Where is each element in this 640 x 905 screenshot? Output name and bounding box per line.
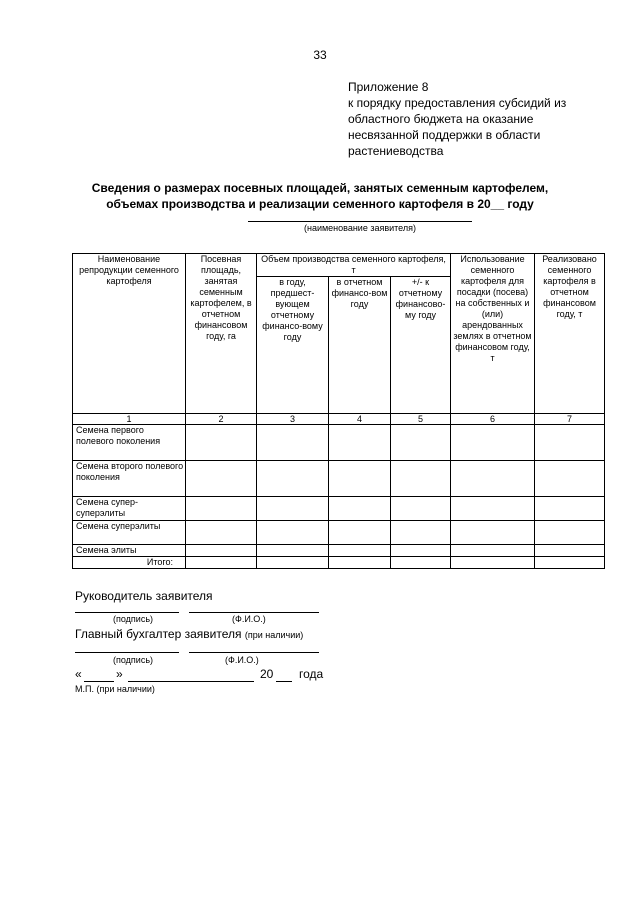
stamp-note: М.П. (при наличии): [75, 684, 155, 694]
accountant-label: [75, 627, 303, 641]
table-cell[interactable]: [391, 497, 451, 521]
header-production-group: Объем производства семенного картофеля, т: [257, 254, 451, 277]
column-numbers-row: [73, 414, 605, 425]
table-cell[interactable]: [329, 497, 391, 521]
column-number: 4: [329, 414, 391, 425]
date-day-line[interactable]: [84, 681, 114, 682]
table-cell[interactable]: [257, 545, 329, 557]
manager-signature-line[interactable]: [75, 612, 179, 613]
table-row: [73, 461, 605, 497]
table-cell[interactable]: [391, 557, 451, 569]
accountant-name-line[interactable]: [189, 652, 319, 653]
table-cell[interactable]: [186, 461, 257, 497]
accountant-note: (при наличии): [244, 630, 304, 640]
title-line-2: объемах производства и реализации семенного картофеля в 20__ году: [106, 197, 534, 211]
table-cell[interactable]: [391, 425, 451, 461]
applicant-name-line: [248, 221, 472, 222]
table-cell[interactable]: [451, 521, 535, 545]
date-month-line[interactable]: [128, 681, 254, 682]
table-cell[interactable]: [391, 461, 451, 497]
date-open-quote: «: [75, 667, 82, 681]
table-row: [73, 425, 605, 461]
column-number: 6: [451, 414, 535, 425]
table-cell[interactable]: [391, 521, 451, 545]
table-cell[interactable]: [535, 545, 605, 557]
table-cell[interactable]: [535, 497, 605, 521]
manager-signature-caption: (подпись): [113, 614, 154, 624]
manager-name-line[interactable]: [189, 612, 319, 613]
table-row: [73, 497, 605, 521]
row-label: Семена второго полевого поколения: [73, 461, 186, 497]
manager-label: Руководитель заявителя: [75, 589, 213, 603]
table-cell[interactable]: [186, 497, 257, 521]
total-row: [73, 557, 605, 569]
column-number: 3: [257, 414, 329, 425]
appendix-line-1: Приложение 8: [348, 80, 429, 94]
document-title: [40, 180, 600, 212]
date-year-line[interactable]: [276, 681, 292, 682]
column-number: 7: [535, 414, 605, 425]
table-cell[interactable]: [257, 425, 329, 461]
table-cell[interactable]: [257, 497, 329, 521]
header-reporting-year: в отчетном финансо-вом году: [329, 277, 391, 414]
table-cell[interactable]: [535, 425, 605, 461]
appendix-line-5: растениеводства: [348, 144, 444, 158]
accountant-signature-line[interactable]: [75, 652, 179, 653]
table-cell[interactable]: [329, 521, 391, 545]
seed-potato-table: [72, 253, 605, 569]
row-label: Семена первого полевого поколения: [73, 425, 186, 461]
table-cell[interactable]: [451, 461, 535, 497]
table-cell[interactable]: [186, 545, 257, 557]
table-cell[interactable]: [186, 557, 257, 569]
header-usage: Использование семенного картофеля для посадки (посева) на собственных и (или) арендованных землях в отчетном финансовом году, т: [451, 254, 535, 414]
table-cell[interactable]: [329, 425, 391, 461]
column-number: 1: [73, 414, 186, 425]
header-sold: Реализовано семенного картофеля в отчетном финансовом году, т: [535, 254, 605, 414]
appendix-line-3: областного бюджета на оказание: [348, 112, 534, 126]
table-cell[interactable]: [257, 461, 329, 497]
column-number: 2: [186, 414, 257, 425]
date-year-suffix: года: [299, 667, 324, 681]
header-change: +/- к отчетному финансово-му году: [391, 277, 451, 414]
row-label: Семена элиты: [73, 545, 186, 557]
total-label: Итого:: [73, 557, 186, 569]
table-cell[interactable]: [451, 545, 535, 557]
applicant-name-caption: (наименование заявителя): [303, 223, 417, 233]
column-number: 5: [391, 414, 451, 425]
table-cell[interactable]: [329, 461, 391, 497]
table-cell[interactable]: [391, 545, 451, 557]
appendix-header: [348, 79, 608, 159]
table-cell[interactable]: [451, 425, 535, 461]
header-reproduction: Наименование репродукции семенного картофеля: [73, 254, 186, 414]
row-label: Семена супер-суперэлиты: [73, 497, 186, 521]
date-close-quote: »: [116, 667, 123, 681]
table-cell[interactable]: [186, 521, 257, 545]
title-line-1: Сведения о размерах посевных площадей, занятых семенным картофелем,: [91, 181, 549, 195]
appendix-line-4: несвязанной поддержки в области: [348, 128, 541, 142]
accountant-label-text: Главный бухгалтер заявителя: [75, 627, 242, 641]
accountant-name-caption: (Ф.И.О.): [225, 655, 259, 665]
table-cell[interactable]: [535, 557, 605, 569]
date-year-prefix: 20: [260, 667, 274, 681]
header-previous-year: в году, предшест-вующем отчетному финансо-вому году: [257, 277, 329, 414]
table-cell[interactable]: [535, 521, 605, 545]
table-cell[interactable]: [329, 545, 391, 557]
manager-name-caption: (Ф.И.О.): [232, 614, 266, 624]
table-cell[interactable]: [535, 461, 605, 497]
accountant-signature-caption: (подпись): [113, 655, 154, 665]
table-cell[interactable]: [257, 557, 329, 569]
page-number: 33: [313, 48, 327, 62]
table-cell[interactable]: [451, 497, 535, 521]
table-row: [73, 521, 605, 545]
table-row: [73, 545, 605, 557]
table-cell[interactable]: [186, 425, 257, 461]
appendix-line-2: к порядку предоставления субсидий из: [348, 96, 567, 110]
row-label: Семена суперэлиты: [73, 521, 186, 545]
table-cell[interactable]: [257, 521, 329, 545]
table-cell[interactable]: [329, 557, 391, 569]
table-cell[interactable]: [451, 557, 535, 569]
header-sown-area: Посевная площадь, занятая семенным картофелем, в отчетном финансовом году, га: [186, 254, 257, 414]
